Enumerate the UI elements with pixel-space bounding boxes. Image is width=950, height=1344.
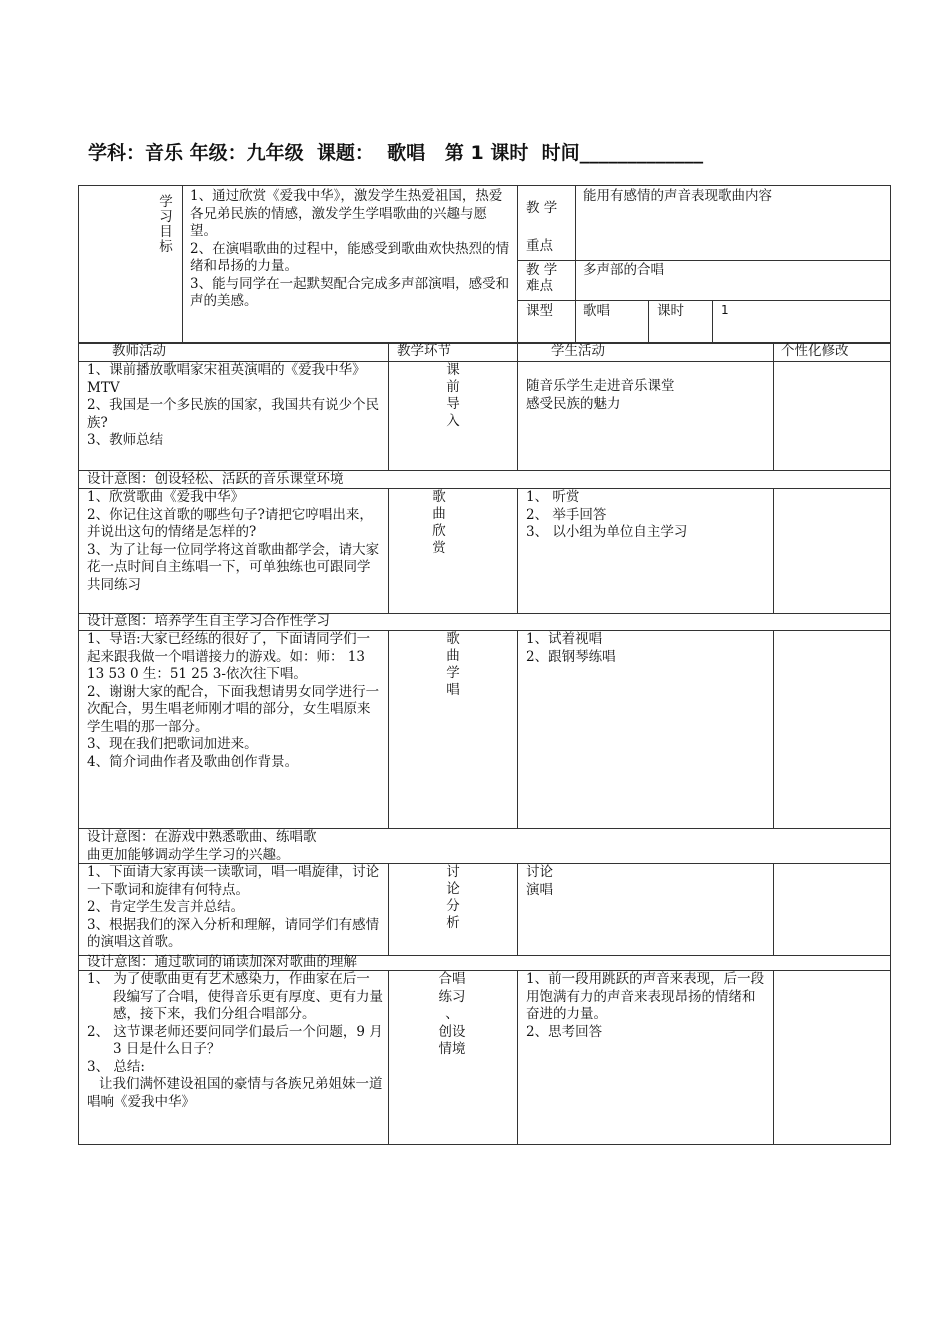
lesson-type-label: 课型 <box>526 303 553 319</box>
student-activity-cell: 1、前一段用跳跃的声音来表现，后一段用饱满有力的声音来表现昂扬的情绪和奋进的力量。 2、思考回答 <box>526 971 765 1040</box>
page-title: 学科：音乐 年级：九年级 课题： 歌唱 第 1 课时 时间_____________ <box>88 142 704 164</box>
stage-cell: 讨 论 分 析 <box>446 864 460 931</box>
difficulty-value: 多声部的合唱 <box>583 262 664 278</box>
student-activity-cell: 1、 听赏 2、 举手回答 3、 以小组为单位自主学习 <box>526 489 688 540</box>
lesson-hours-value: 1 <box>721 303 729 317</box>
key-point-label: 教 学 重点 <box>526 200 558 254</box>
stage-cell: 课 前 导 入 <box>446 362 460 429</box>
teacher-activity-cell: 1、欣赏歌曲《爱我中华》 2、你记住这首歌的哪些句子?请把它哼唱出来，并说出这句的情绪是怎样的? 3、为了让每一位同学将这首歌曲都学会，请大家花一点时间自主练唱一下，可单独练也可跟同学共同练习 <box>87 489 380 593</box>
teacher-activity-cell: 1、课前播放歌唱家宋祖英演唱的《爱我中华》MTV 2、我国是一个多民族的国家，我国共有说少个民族? 3、教师总结 <box>87 362 380 448</box>
teacher-activity-cell: 1、导语:大家已经练的很好了，下面请同学们一起来跟我做一个唱谱接力的游戏。如：师： 13 13 53 0 生：51 25 3-依次往下唱。 2、谢谢大家的配合，下面我想请男女同学进行一次配合，男生唱老师刚才唱的部分，女生唱原来学生唱的那一部分。 3、现在我们把歌词加进来。 4、简介词曲作者及歌曲创作背景。 <box>87 631 380 770</box>
design-intent-row: 设计意图：培养学生自主学习合作性学习 <box>87 613 330 629</box>
key-point-value: 能用有感情的声音表现歌曲内容 <box>583 188 772 204</box>
difficulty-label: 教 学 难点 <box>526 262 558 294</box>
header-teacher-activity: 教师活动 <box>112 343 166 359</box>
student-activity-cell: 1、试着视唱 2、跟钢琴练唱 <box>526 631 616 665</box>
header-personal-revision: 个性化修改 <box>781 343 849 359</box>
objectives-label: 学 习 目 标 <box>159 194 173 255</box>
objective-item: 1、通过欣赏《爱我中华》，激发学生热爱祖国，热爱各兄弟民族的情感，激发学生学唱歌曲的兴趣与愿望。 <box>190 188 503 239</box>
design-intent-row: 设计意图：创设轻松、活跃的音乐课堂环境 <box>87 471 344 487</box>
objective-item: 2、在演唱歌曲的过程中，能感受到歌曲欢快热烈的情绪和昂扬的力量。 <box>190 240 510 274</box>
lesson-hours-label: 课时 <box>657 303 684 319</box>
objectives-list <box>190 188 512 311</box>
student-activity-cell: 讨论 演唱 <box>526 864 553 898</box>
stage-cell: 合唱 练习 、 创设 情境 <box>438 971 466 1057</box>
stage-cell: 歌 曲 学 唱 <box>446 631 460 698</box>
header-student-activity: 学生活动 <box>551 343 605 359</box>
teacher-activity-cell: 1、 为了使歌曲更有艺术感染力，作曲家在后一段编写了合唱，使得音乐更有厚度、更有力量感，接下来，我们分组合唱部分。 2、 这节课老师还要问同学们最后一个问题，9 月 3 日是什么日子？ 3、 总结: 让我们满怀建设祖国的豪情与各族兄弟姐妹一道唱响《爱我中华》 <box>87 971 383 1110</box>
student-activity-cell: 随音乐学生走进音乐课堂 感受民族的魅力 <box>526 378 675 412</box>
design-intent-row: 设计意图：在游戏中熟悉歌曲、练唱歌曲更加能够调动学生学习的兴趣。 <box>87 829 317 863</box>
objective-item: 3、能与同学在一起默契配合完成多声部演唱，感受和声的美感。 <box>190 275 510 309</box>
teacher-activity-cell: 1、下面请大家再读一读歌词，唱一唱旋律，讨论一下歌词和旋律有何特点。 2、肯定学生发言并总结。 3、根据我们的深入分析和理解，请同学们有感情的演唱这首歌。 <box>87 864 380 950</box>
stage-cell: 歌 曲 欣 赏 <box>432 489 446 556</box>
design-intent-row: 设计意图：通过歌词的诵读加深对歌曲的理解 <box>87 954 357 970</box>
lesson-type-value: 歌唱 <box>583 303 610 319</box>
header-teaching-stage: 教学环节 <box>397 343 451 359</box>
